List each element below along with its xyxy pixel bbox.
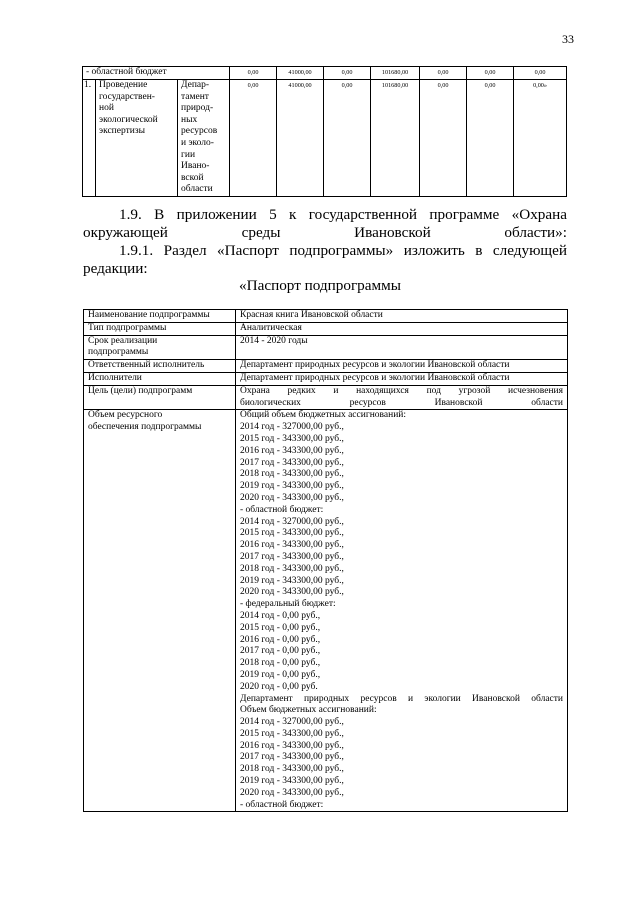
funding-line: 2016 год - 343300,00 руб.,: [240, 740, 344, 751]
funding-line: 2019 год - 343300,00 руб.,: [240, 776, 344, 787]
passport-label: Цель (цели) подпрограмм: [84, 385, 236, 410]
funding-line: 2017 год - 343300,00 руб.,: [240, 752, 344, 763]
paragraph-1-9-1: 1.9.1. Раздел «Паспорт подпрограммы» изложить в следующей редакции:: [83, 242, 567, 277]
passport-label: Ответственный исполнитель: [84, 360, 236, 373]
funding-line: 2018 год - 343300,00 руб.,: [240, 469, 344, 480]
funding-details: [236, 410, 568, 812]
budget-cell: 101680,00: [371, 67, 420, 80]
funding-line: 2020 год - 0,00 руб.: [240, 681, 318, 692]
budget-cell: 0,00: [514, 67, 567, 80]
funding-line: 2014 год - 327000,00 руб.,: [240, 422, 344, 433]
funding-line: 2015 год - 343300,00 руб.,: [240, 728, 344, 739]
funding-line: Департамент природных ресурсов и экологии Ивановской области: [240, 693, 563, 704]
activity-executor: Депар- тамент природ- ных ресурсов и эколо- гии Ивано- вской области: [178, 80, 230, 197]
table-row: [83, 67, 567, 80]
budget-cell: 0,00: [230, 67, 277, 80]
funding-line: 2014 год - 327000,00 руб.,: [240, 516, 344, 527]
funding-line: Общий объем бюджетных ассигнований:: [240, 410, 407, 421]
passport-label: Исполнители: [84, 372, 236, 385]
funding-line: 2015 год - 343300,00 руб.,: [240, 433, 344, 444]
funding-line: 2014 год - 0,00 руб.,: [240, 610, 321, 621]
paragraph-1-9: 1.9. В приложении 5 к государственной программе «Охрана окружающей среды Ивановской области»:: [83, 206, 567, 241]
funding-line: 2020 год - 343300,00 руб.,: [240, 787, 344, 798]
table-row: [84, 322, 568, 335]
passport-value: Департамент природных ресурсов и экологии Ивановской области: [236, 372, 568, 385]
funding-line: 2020 год - 343300,00 руб.,: [240, 492, 344, 503]
funding-label: Объем ресурсного обеспечения подпрограммы: [84, 410, 236, 812]
passport-title: «Паспорт подпрограммы: [239, 277, 401, 294]
passport-table: [83, 309, 568, 812]
budget-cell: 41000,00: [277, 67, 324, 80]
table-row: [84, 385, 568, 410]
activity-cell: 0,00: [420, 80, 467, 197]
funding-line: 2015 год - 343300,00 руб.,: [240, 528, 344, 539]
activity-cell: 0,00»: [514, 80, 567, 197]
budget-cell: 0,00: [467, 67, 514, 80]
activity-name: Проведение государствен- ной экологической экспертизы: [96, 80, 178, 197]
passport-value: Аналитическая: [236, 322, 568, 335]
funding-lines: [240, 410, 563, 811]
activity-cell: 0,00: [324, 80, 371, 197]
passport-value: 2014 - 2020 годы: [236, 335, 568, 360]
budget-table: [82, 66, 567, 197]
budget-cell: 0,00: [324, 67, 371, 80]
funding-line: 2015 год - 0,00 руб.,: [240, 622, 321, 633]
funding-line: 2017 год - 0,00 руб.,: [240, 646, 321, 657]
passport-value: Охрана редких и находящихся под угрозой исчезновения биологических ресурсов Ивановской области: [236, 385, 568, 410]
budget-row-label: - областной бюджет: [83, 67, 230, 80]
passport-label: Тип подпрограммы: [84, 322, 236, 335]
funding-line: - областной бюджет:: [240, 799, 324, 810]
activity-cell: 0,00: [467, 80, 514, 197]
row-index: 1.: [83, 80, 96, 197]
funding-line: - федеральный бюджет:: [240, 599, 336, 610]
funding-line: 2016 год - 343300,00 руб.,: [240, 445, 344, 456]
funding-line: 2016 год - 0,00 руб.,: [240, 634, 321, 645]
passport-label: Срок реализации подпрограммы: [84, 335, 236, 360]
funding-line: 2018 год - 343300,00 руб.,: [240, 764, 344, 775]
funding-line: Объем бюджетных ассигнований:: [240, 705, 377, 716]
funding-line: 2020 год - 343300,00 руб.,: [240, 587, 344, 598]
funding-line: 2018 год - 343300,00 руб.,: [240, 563, 344, 574]
funding-line: 2019 год - 343300,00 руб.,: [240, 481, 344, 492]
table-row: [84, 410, 568, 812]
funding-line: 2017 год - 343300,00 руб.,: [240, 457, 344, 468]
activity-cell: 0,00: [230, 80, 277, 197]
funding-line: 2019 год - 0,00 руб.,: [240, 669, 321, 680]
table-row: [84, 310, 568, 323]
activity-cell: 101680,00: [371, 80, 420, 197]
passport-value: Департамент природных ресурсов и экологии Ивановской области: [236, 360, 568, 373]
passport-label: Наименование подпрограммы: [84, 310, 236, 323]
funding-line: 2018 год - 0,00 руб.,: [240, 658, 321, 669]
funding-line: 2017 год - 343300,00 руб.,: [240, 551, 344, 562]
table-row: [84, 335, 568, 360]
funding-line: 2019 год - 343300,00 руб.,: [240, 575, 344, 586]
funding-line: 2016 год - 343300,00 руб.,: [240, 540, 344, 551]
table-row: [83, 80, 567, 197]
passport-value: Красная книга Ивановской области: [236, 310, 568, 323]
table-row: [84, 372, 568, 385]
budget-cell: 0,00: [420, 67, 467, 80]
funding-line: 2014 год - 327000,00 руб.,: [240, 717, 344, 728]
page-number: 33: [562, 32, 574, 46]
activity-cell: 41000,00: [277, 80, 324, 197]
funding-line: - областной бюджет:: [240, 504, 324, 515]
table-row: [84, 360, 568, 373]
